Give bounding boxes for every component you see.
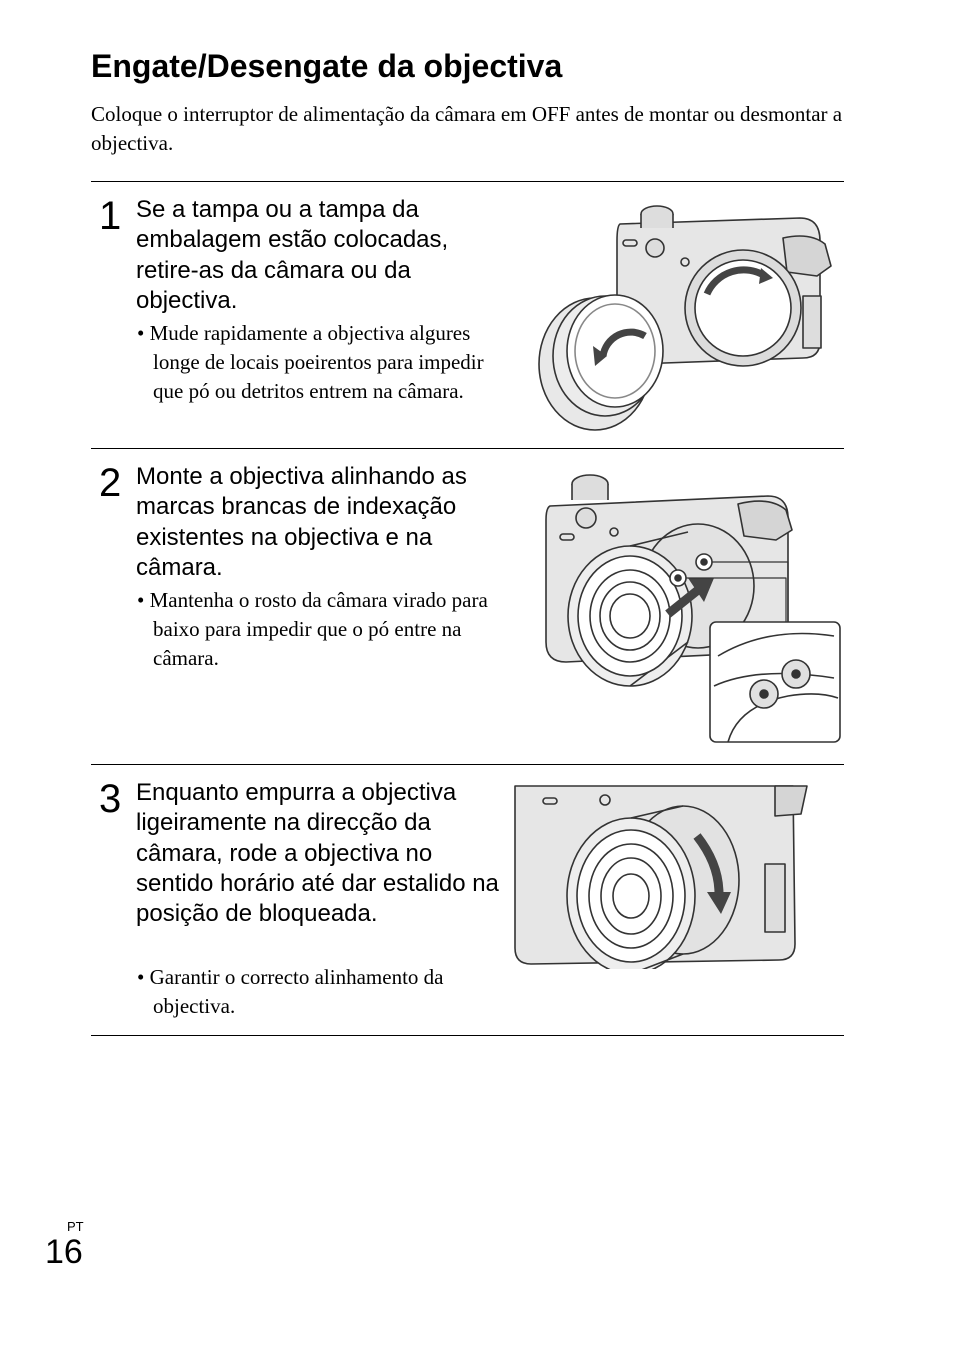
divider bbox=[91, 764, 844, 765]
step-instruction: Monte a objectiva alinhando as marcas brancas de indexação existentes na objectiva e na câmara. bbox=[136, 463, 467, 581]
intro-text: Coloque o interruptor de alimentação da câmara em OFF antes de montar ou desmontar a objectiva. bbox=[91, 102, 843, 155]
divider bbox=[91, 1035, 844, 1036]
step-note: • Mude rapidamente a objectiva algures longe de locais poeirentos para impedir que pó ou detritos entrem na câmara. bbox=[137, 321, 484, 403]
step-number: 1 bbox=[99, 194, 122, 238]
remove-caps-illustration bbox=[535, 196, 840, 441]
step-instruction: Enquanto empurra a objectiva ligeiramente na direcção da câmara, rode a objectiva no sentido horário até dar estalido na posição de bloqueada. bbox=[136, 779, 499, 928]
step-number: 2 bbox=[99, 461, 122, 505]
rotate-lens-illustration bbox=[513, 784, 813, 969]
mount-lens-illustration bbox=[538, 466, 843, 748]
step-number: 3 bbox=[99, 777, 122, 821]
page-number: 16 bbox=[45, 1233, 83, 1271]
divider bbox=[91, 448, 844, 449]
step-note: • Garantir o correcto alinhamento da objectiva. bbox=[137, 965, 444, 1018]
step-instruction: Se a tampa ou a tampa da embalagem estão colocadas, retire-as da câmara ou da objectiva. bbox=[136, 196, 449, 314]
step-note: • Mantenha o rosto da câmara virado para baixo para impedir que o pó entre na câmara. bbox=[137, 588, 488, 670]
language-code: PT bbox=[67, 1219, 84, 1234]
page-title: Engate/Desengate da objectiva bbox=[91, 48, 563, 84]
divider bbox=[91, 181, 844, 182]
